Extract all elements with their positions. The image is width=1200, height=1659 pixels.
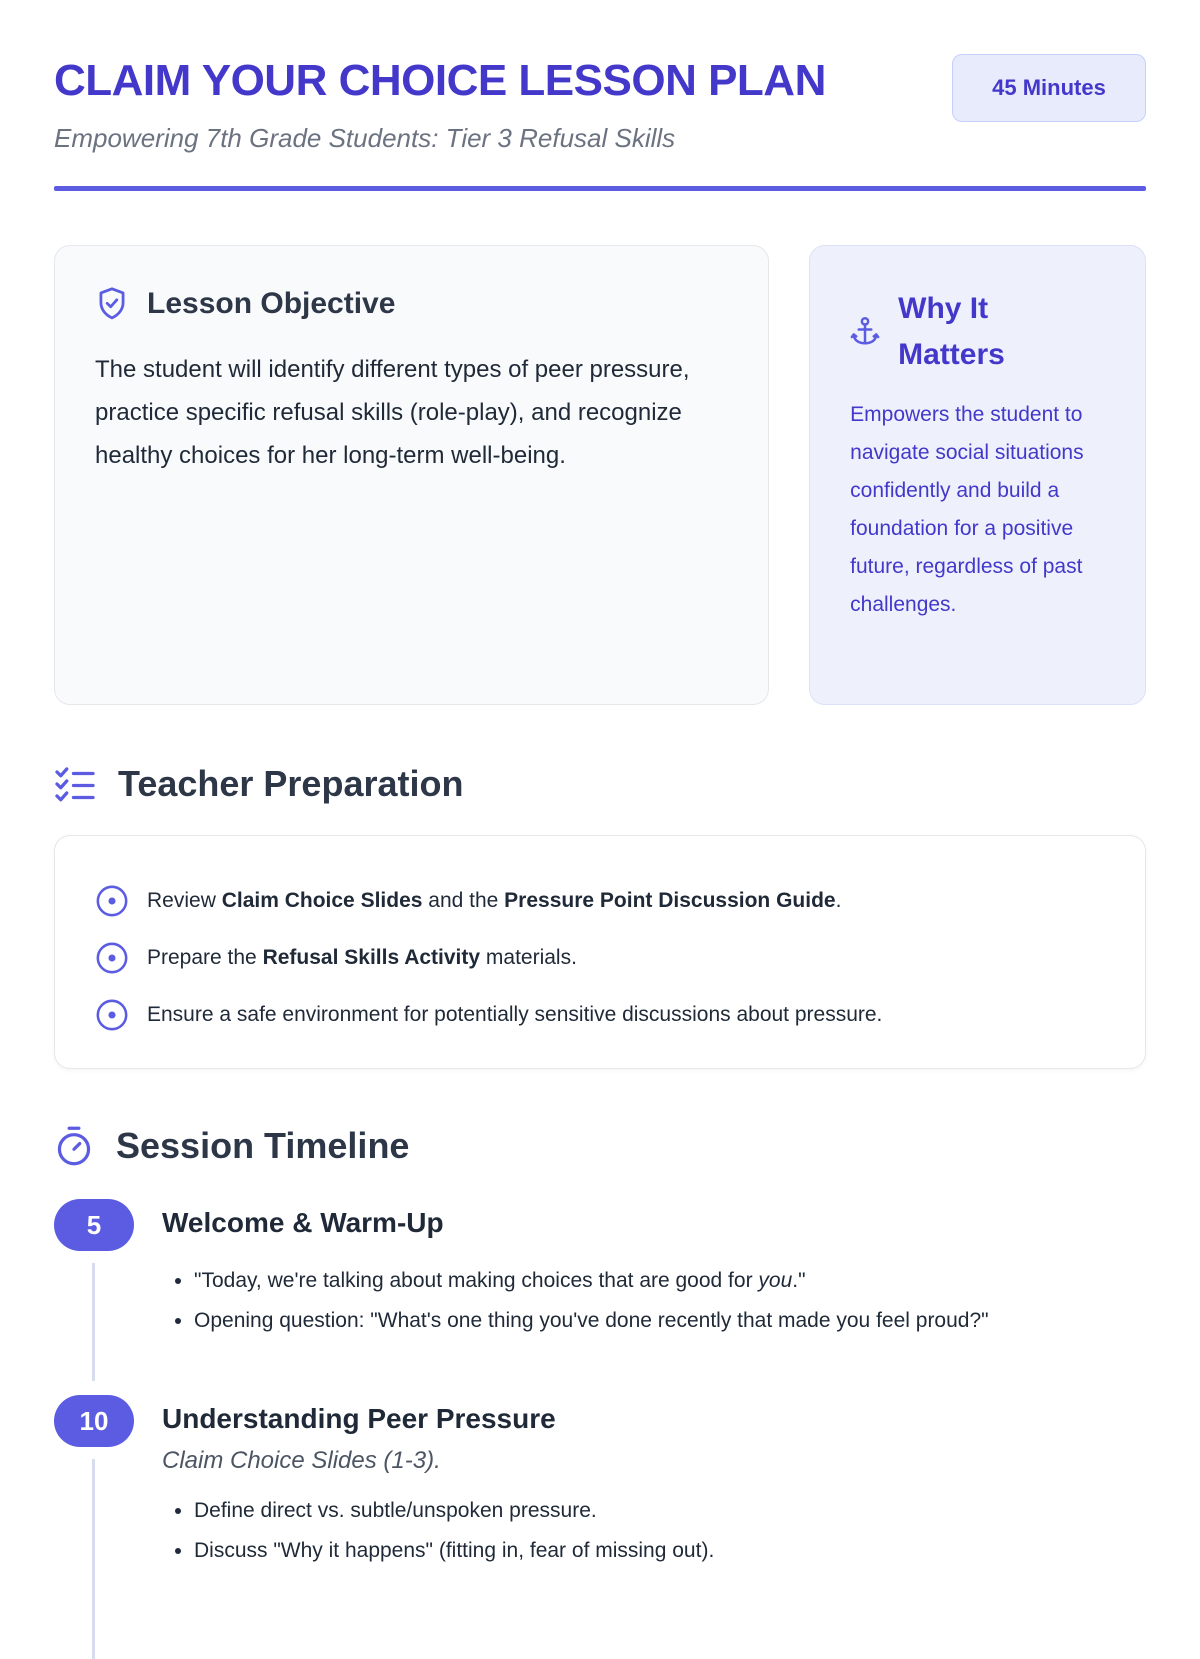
stopwatch-icon [54,1125,94,1167]
timeline-bullets [162,1261,1146,1341]
timeline-heading [54,1125,1146,1167]
timeline-connector [92,1263,95,1381]
objective-text: The student will identify different types of peer pressure, practice specific refusal skills (role-play), and recognize healthy choices for her long-term well-being. [95,356,690,469]
target-circle-icon [95,941,129,975]
why-title: Why It Matters [898,292,1005,371]
timeline-bullets [162,1491,1146,1571]
minutes-badge: 5 [54,1199,134,1251]
header [54,0,1146,191]
why-text: Empowers the student to navigate social situations confidently and build a foundation for a positive future, regardless of past challenges. [850,403,1084,616]
timeline-block [54,1395,1146,1635]
preparation-card [54,835,1146,1069]
preparation-title: Teacher Preparation [118,763,464,804]
target-circle-icon [95,884,129,918]
timeline-reference: Claim Choice Slides (1-3). [162,1447,441,1474]
timeline-block-title: Understanding Peer Pressure [162,1403,556,1434]
minutes-badge: 10 [54,1395,134,1447]
timeline-bullet: • Define direct vs. subtle/unspoken pressure. [194,1491,1146,1531]
prep-item [95,986,1105,1043]
timeline-bullet: • Discuss "Why it happens" (fitting in, fear of missing out). [194,1531,1146,1571]
shield-check-icon [95,286,129,322]
prep-item [95,872,1105,929]
prep-item-text: Prepare the Refusal Skills Activity materials. [147,945,577,969]
preparation-heading [54,763,1146,805]
timeline-block [54,1199,1146,1395]
prep-item [95,929,1105,986]
target-circle-icon [95,998,129,1032]
timeline-bullet: • Opening question: "What's one thing you've done recently that made you feel proud?" [194,1301,1146,1341]
checklist-icon [54,766,96,802]
prep-item-text: Review Claim Choice Slides and the Pressure Point Discussion Guide. [147,888,842,912]
anchor-icon [850,315,880,349]
objective-card [54,245,769,705]
timeline-block-title: Welcome & Warm-Up [162,1207,444,1238]
prep-item-text: Ensure a safe environment for potentially sensitive discussions about pressure. [147,1002,883,1026]
timeline-title: Session Timeline [116,1125,410,1166]
header-divider [54,186,1146,191]
objective-title: Lesson Objective [147,287,396,320]
why-it-matters-card [809,245,1146,705]
duration-badge: 45 Minutes [952,54,1146,122]
page-subtitle: Empowering 7th Grade Students: Tier 3 Refusal Skills [54,123,676,153]
page-title: CLAIM YOUR CHOICE LESSON PLAN [54,56,826,105]
timeline-bullet: • "Today, we're talking about making choices that are good for you." [194,1261,1146,1301]
top-cards [54,245,1146,705]
timeline-connector [92,1459,95,1659]
